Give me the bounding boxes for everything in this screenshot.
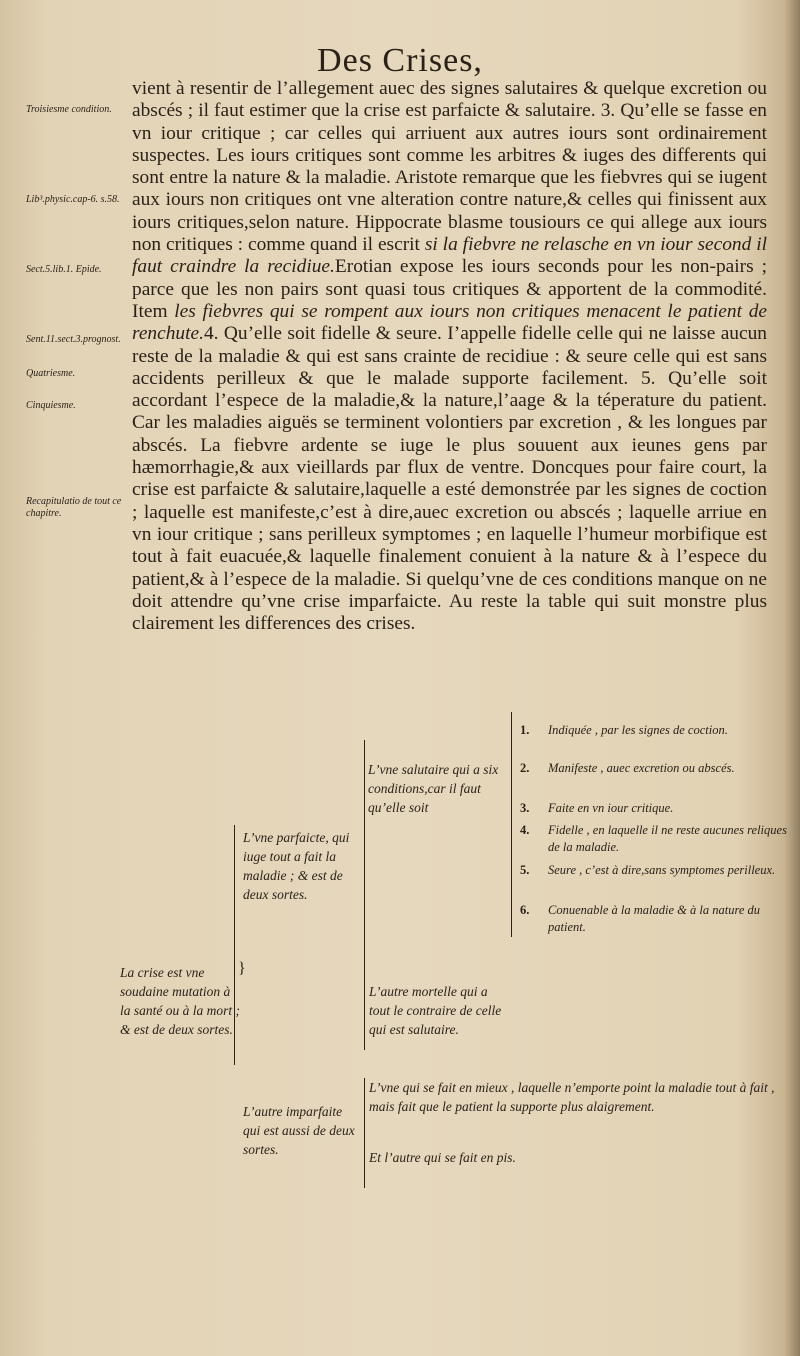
margin-note: Quatriesme. (26, 368, 76, 379)
condition-number: 2. (520, 761, 530, 775)
condition-number: 5. (520, 863, 530, 877)
condition-item (520, 862, 795, 896)
condition-text: Faite en vn iour critique. (548, 801, 674, 815)
margin-note: Troisiesme condition. (26, 104, 112, 115)
table-parfaicte: L’vne parfaicte, qui iuge tout a fait la maladie ; & est de deux sortes. (243, 830, 350, 902)
condition-text: Seure , c’est à dire,sans symptomes perilleux. (548, 863, 776, 877)
body-text-segment: Erotian expose les iours seconds pour les non-pairs ; parce que les non pairs sont quasi tous critiques & apportent de la commodité. Item (132, 256, 767, 322)
brace-line (511, 712, 512, 937)
table-mortelle: L’autre mortelle qui a tout le contraire de celle qui est salutaire. (369, 984, 502, 1037)
condition-text: Manifeste , auec excretion ou abscés. (548, 761, 735, 775)
condition-item (520, 722, 795, 756)
margin-note: Recapitulatio de tout ce chapitre. (26, 496, 122, 519)
condition-number: 6. (520, 903, 530, 917)
margin-note: Cinquiesme. (26, 400, 76, 411)
brace-line (364, 740, 365, 1050)
brace-line (234, 825, 235, 1065)
table-mieux: L’vne qui se fait en mieux , laquelle n’emporte point la maladie tout à fait , mais fait que le patient la supporte plus alaigrement. (369, 1080, 775, 1114)
condition-text: Fidelle , en laquelle il ne reste aucunes reliques de la maladie. (548, 823, 787, 854)
body-text-segment: vient à resentir de l’allegement auec des signes salutaires & quelque excretion ou abscés ; il faut estimer que la crise est parfaicte & salutaire. 3. Qu’elle se fasse en vn iour critique ; car celles qui arriuent aux autres iours sont ordinairement suspectes. Les iours critiques sont comme les arbitres & iuges des differents qui sont entre la nature & la maladie. Aristote remarque que les fiebvres qui se iugent aux iours non critiques ont vne alteration contre nature,& celles qui finissent aux iours critiques,selon nature. Hippocrate blasme tousiours ce qui allege aux iours non critiques : comme quand il escrit (132, 78, 767, 256)
brace-line (364, 1078, 365, 1188)
quotation: les fiebvres qui se rompent aux iours non critiques menacent le patient de renchute. (132, 300, 767, 345)
table-root: La crise est vne soudaine mutation à la santé ou à la mort ; & est de deux sortes. (120, 965, 240, 1037)
table-imparfaite: L’autre imparfaite qui est aussi de deux sortes. (243, 1104, 355, 1157)
condition-number: 1. (520, 723, 530, 737)
condition-item (520, 800, 795, 820)
condition-item (520, 822, 795, 856)
margin-note: Sect.5.lib.1. Epide. (26, 264, 102, 275)
page-title: Des Crises, (317, 42, 483, 79)
margin-note: Lib³.physic.cap-6. s.58. (26, 194, 120, 205)
table-pis: Et l’autre qui se fait en pis. (369, 1150, 516, 1165)
brace-icon: } (238, 960, 246, 977)
condition-text: Indiquée , par les signes de coction. (548, 723, 728, 737)
condition-item (520, 760, 795, 794)
condition-text: Conuenable à la maladie & à la nature du patient. (548, 903, 761, 934)
margin-note: Sent.11.sect.3.prognost. (26, 334, 121, 345)
condition-item (520, 902, 795, 936)
condition-number: 4. (520, 823, 530, 837)
table-salutaire: L’vne salutaire qui a six conditions,car il faut qu’elle soit (368, 762, 499, 815)
quotation: si la fiebvre ne relasche en vn iour second il faut craindre la recidiue. (132, 234, 767, 278)
body-text-segment: 4. Qu’elle soit fidelle & seure. I’appelle fidelle celle qui ne laisse aucun reste de la maladie & qui est sans crainte de recidiue : & seure celle qui est sans accidents perilleux & que le malade supporte facilement. 5. Qu’elle soit accordant l’espece de la maladie,& la nature,l’aage & la téperature du patient. Car les maladies aiguës se terminent volontiers par excretion , & les longues par abscés. La fiebvre ardente se iuge le plus souuent aux ieunes gens par hæmorrhagie,& aux vieillards par flux de ventre. Doncques pour faire court, la crise est parfaicte & salutaire,laquelle a esté demonstrée par les signes de coction ; laquelle est manifeste,c’est à dire,auec excretion ou abscés ; laquelle arriue en vn iour critique ; sans perilleux symptomes ; en laquelle l’humeur morbifique est tout à fait euacuée,& laquelle finalement conuient à la nature & à l’espece du patient,& à l’espece de la maladie. Si quelqu’vne de ces conditions manque on ne doit attendre qu’vne crise imparfaicte. Au reste la table qui suit monstre plus clairement les differences des crises. (132, 323, 767, 635)
condition-number: 3. (520, 801, 530, 815)
